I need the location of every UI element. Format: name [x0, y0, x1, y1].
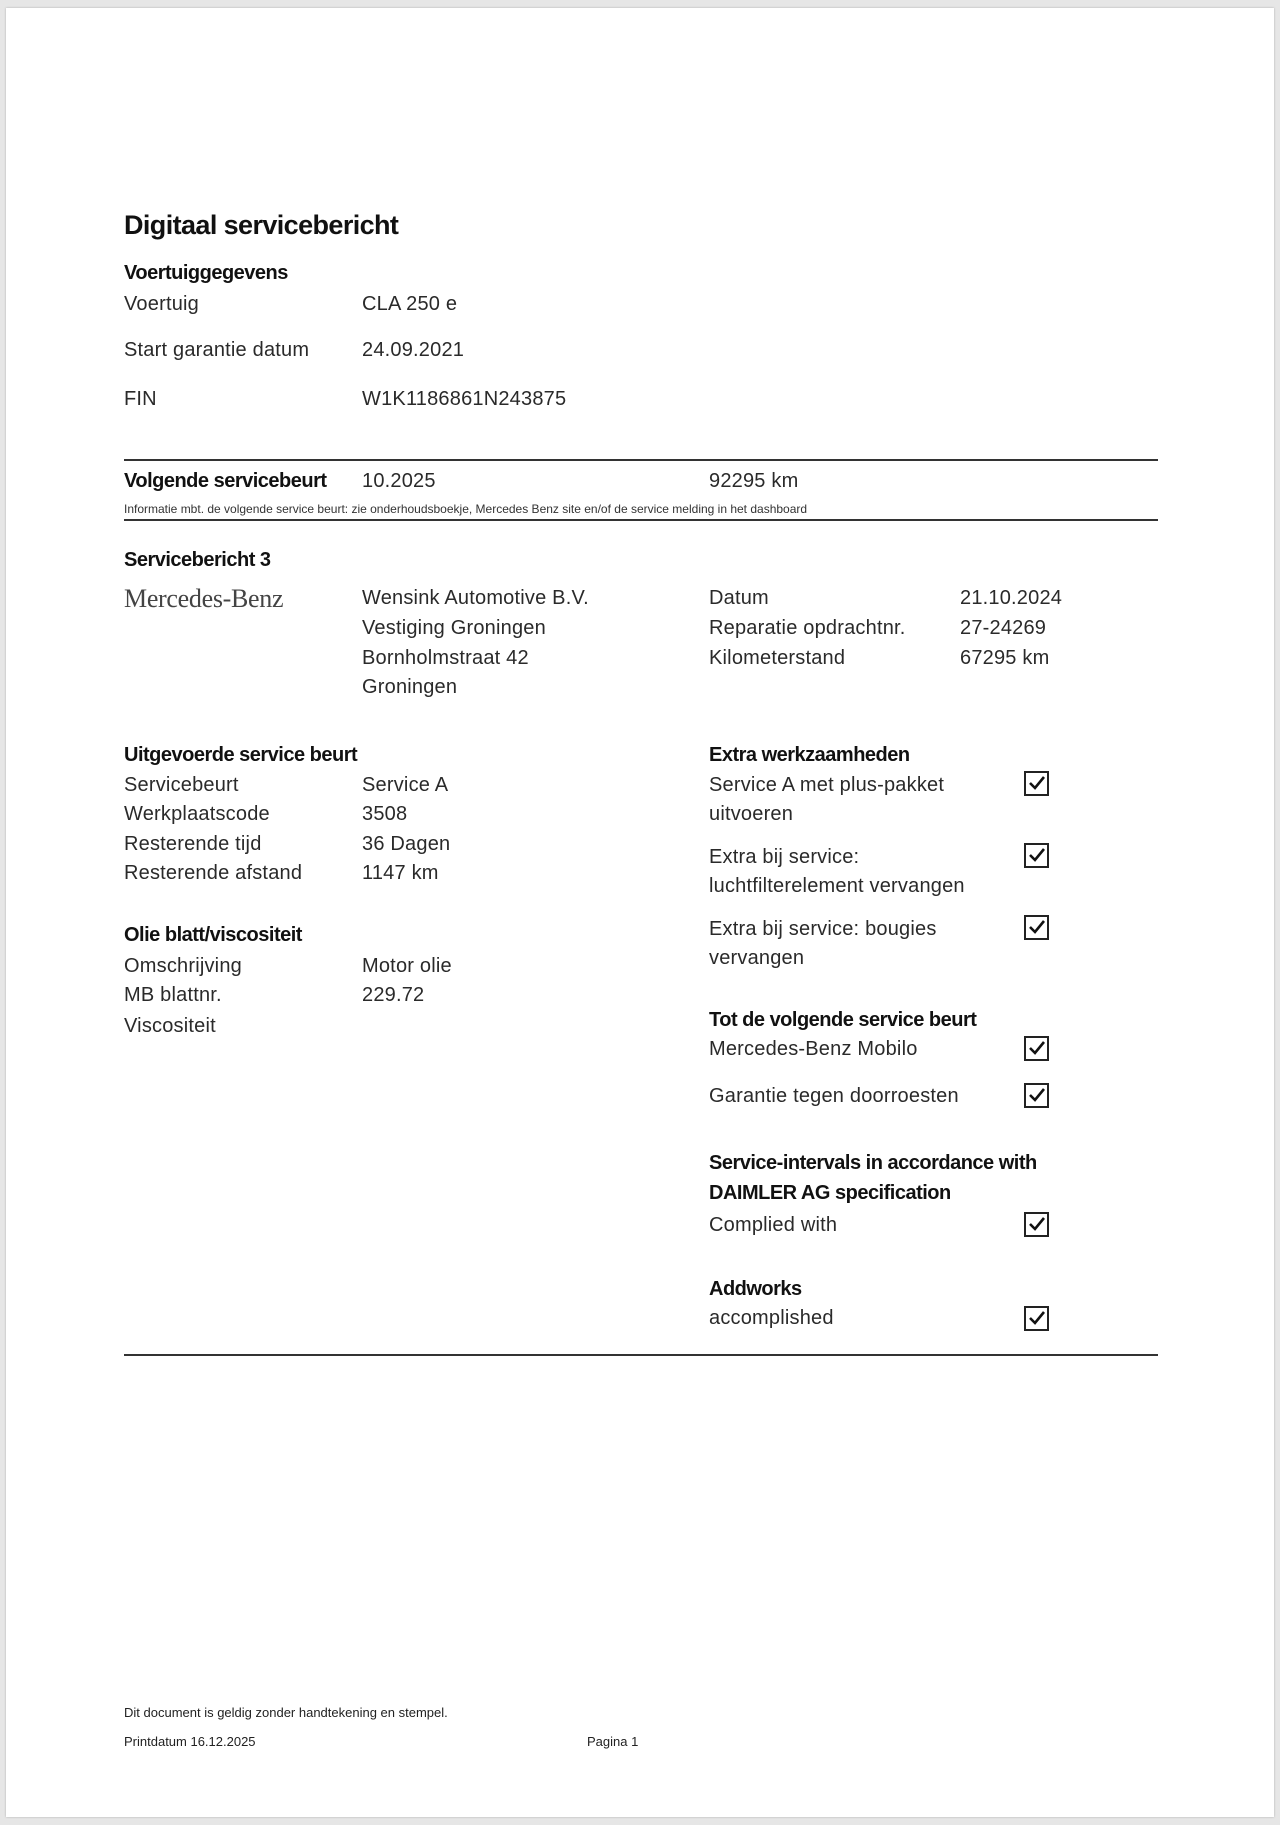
oil-heading: Olie blatt/viscositeit — [124, 924, 302, 946]
divider — [124, 519, 1158, 521]
oil-label: Omschrijving — [124, 955, 242, 977]
divider — [124, 459, 1158, 461]
extra-item-line: Service A met plus-pakket — [709, 774, 945, 796]
next-service-date: 10.2025 — [362, 470, 436, 492]
checkbox-complied[interactable] — [1024, 1212, 1049, 1237]
page-title: Digitaal servicebericht — [124, 210, 399, 240]
checkmark-icon — [1028, 774, 1046, 792]
dealer-name: Wensink Automotive B.V. — [362, 587, 589, 609]
checkbox-air-filter[interactable] — [1024, 843, 1049, 868]
next-service-note: Informatie mbt. de volgende service beurt: zie onderhoudsboekje, Mercedes Benz site en/of de service melding in het dashboard — [124, 502, 808, 516]
dealer-street: Bornholmstraat 42 — [362, 647, 529, 669]
extra-item-line: Extra bij service: bougies — [709, 918, 937, 940]
performed-label: Werkplaatscode — [124, 803, 270, 825]
performed-label: Servicebeurt — [124, 774, 239, 796]
performed-heading: Uitgevoerde service beurt — [124, 744, 358, 766]
checkmark-icon — [1028, 1309, 1046, 1327]
order-number-label: Reparatie opdrachtnr. — [709, 617, 906, 639]
service-report-heading: Servicebericht 3 — [124, 549, 271, 571]
until-next-heading: Tot de volgende service beurt — [709, 1009, 977, 1031]
mileage-value: 67295 km — [960, 647, 1050, 669]
intervals-item: Complied with — [709, 1214, 838, 1236]
extra-item-line: Extra bij service: — [709, 846, 860, 868]
checkmark-icon — [1028, 1086, 1046, 1104]
performed-label: Resterende tijd — [124, 833, 262, 855]
extra-item-line: vervangen — [709, 947, 805, 969]
addworks-heading: Addworks — [709, 1278, 802, 1300]
checkmark-icon — [1028, 918, 1046, 936]
extra-heading: Extra werkzaamheden — [709, 744, 910, 766]
checkmark-icon — [1028, 846, 1046, 864]
extra-item-line: luchtfilterelement vervangen — [709, 875, 965, 897]
oil-label: MB blattnr. — [124, 984, 222, 1006]
extra-item-line: uitvoeren — [709, 803, 794, 825]
intervals-heading: Service-intervals in accordance with — [709, 1152, 1037, 1174]
divider — [124, 1354, 1158, 1356]
oil-label: Viscositeit — [124, 1015, 216, 1037]
performed-label: Resterende afstand — [124, 862, 303, 884]
footer-validity: Dit document is geldig zonder handtekening en stempel. — [124, 1705, 448, 1720]
checkmark-icon — [1028, 1215, 1046, 1233]
performed-value: Service A — [362, 774, 449, 796]
checkbox-rust-warranty[interactable] — [1024, 1083, 1049, 1108]
until-next-item: Garantie tegen doorroesten — [709, 1085, 959, 1107]
vehicle-label: Voertuig — [124, 293, 199, 315]
fin-value: W1K1186861N243875 — [362, 388, 567, 410]
mileage-label: Kilometerstand — [709, 647, 846, 669]
warranty-start-label: Start garantie datum — [124, 339, 310, 361]
footer-print-date: Printdatum 16.12.2025 — [124, 1734, 256, 1749]
checkbox-accomplished[interactable] — [1024, 1306, 1049, 1331]
fin-label: FIN — [124, 388, 157, 410]
vehicle-heading: Voertuiggegevens — [124, 262, 288, 284]
until-next-item: Mercedes-Benz Mobilo — [709, 1038, 918, 1060]
addworks-item: accomplished — [709, 1307, 834, 1329]
performed-value: 1147 km — [362, 862, 439, 884]
brand-logo: Mercedes-Benz — [124, 584, 284, 613]
date-value: 21.10.2024 — [960, 587, 1063, 609]
checkbox-spark-plugs[interactable] — [1024, 915, 1049, 940]
performed-value: 3508 — [362, 803, 408, 825]
checkmark-icon — [1028, 1039, 1046, 1057]
dealer-branch: Vestiging Groningen — [362, 617, 546, 639]
footer-page-number: Pagina 1 — [587, 1734, 639, 1749]
checkbox-plus-package[interactable] — [1024, 771, 1049, 796]
oil-value: Motor olie — [362, 955, 452, 977]
document-page — [6, 8, 1274, 1817]
checkbox-mobilo[interactable] — [1024, 1036, 1049, 1061]
oil-value: 229.72 — [362, 984, 425, 1006]
vehicle-value: CLA 250 e — [362, 293, 458, 315]
intervals-heading: DAIMLER AG specification — [709, 1182, 951, 1204]
warranty-start-value: 24.09.2021 — [362, 339, 465, 361]
date-label: Datum — [709, 587, 769, 609]
performed-value: 36 Dagen — [362, 833, 451, 855]
next-service-km: 92295 km — [709, 470, 799, 492]
next-service-label: Volgende servicebeurt — [124, 470, 327, 492]
order-number-value: 27-24269 — [960, 617, 1047, 639]
dealer-city: Groningen — [362, 676, 458, 698]
